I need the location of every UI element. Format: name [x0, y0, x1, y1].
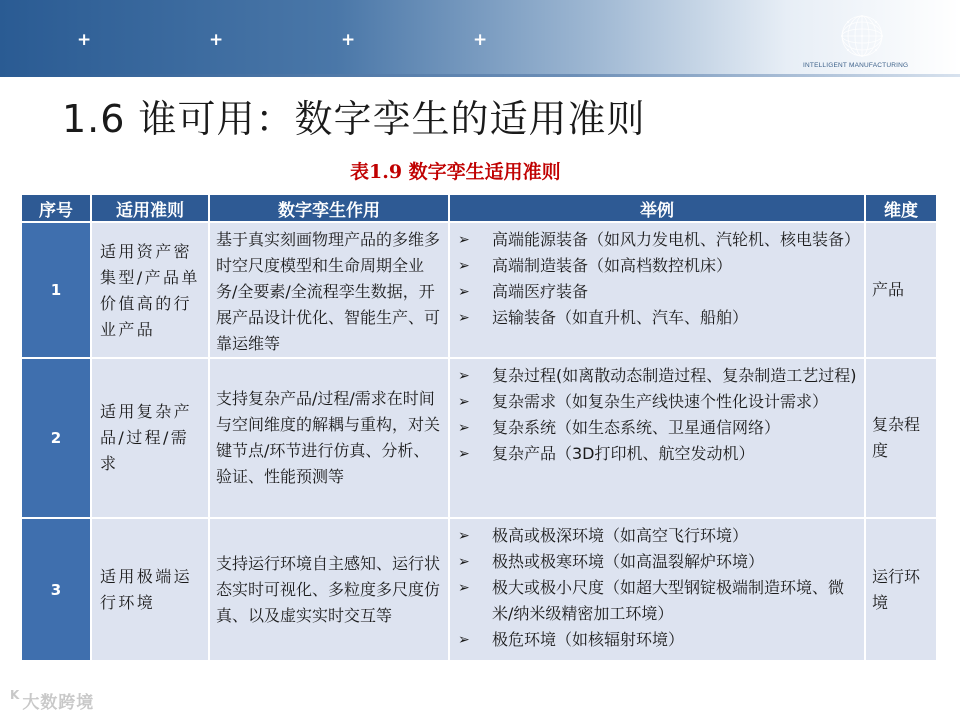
table-caption: 表1.9 数字孪生适用准则 — [350, 161, 561, 183]
plus-decoration-2: + — [209, 30, 224, 50]
example-item: ➢ 高端制造装备（如高档数控机床） — [456, 253, 858, 279]
row-3-role-text: 支持运行环境自主感知、运行状态实时可视化、多粒度多尺度仿真、以及虚实实时交互等 — [216, 553, 441, 625]
row-1-rule: 适用资产密集型/产品单价值高的行业产品 — [92, 223, 210, 359]
example-item: ➢ 复杂过程(如离散动态制造过程、复杂制造工艺过程) — [456, 363, 858, 389]
row-1-role: 基于真实刻画物理产品的多维多时空尺度模型和生命周期全业务/全要素/全流程孪生数据，开展产品设计优化、智能生产、可靠运维等 — [210, 223, 450, 359]
example-item: ➢ 极高或极深环境（如高空飞行环境） — [456, 523, 858, 549]
header-dimension: 维度 — [866, 195, 938, 223]
row-1-dimension: 产品 — [866, 223, 938, 359]
row-2-rule: 适用复杂产品/过程/需求 — [92, 359, 210, 519]
row-3-index: 3 — [22, 519, 92, 662]
watermark — [10, 688, 94, 713]
plus-decoration-3: + — [341, 30, 356, 50]
globe-mesh-icon — [838, 14, 886, 58]
row-2-role-text: 支持复杂产品/过程/需求在时间与空间维度的解耦与重构，对关键节点/环节进行仿真、分析、验证、性能预测等 — [216, 389, 441, 486]
row-2-examples — [450, 359, 866, 519]
row-2-role — [210, 359, 450, 519]
plus-decoration-4: + — [473, 30, 488, 50]
page-title: 1.6 谁可用：数字孪生的适用准则 — [62, 97, 646, 141]
row-3-role — [210, 519, 450, 662]
watermark-text: 大数跨境 — [22, 693, 95, 713]
row-3-rule: 适用极端运行环境 — [92, 519, 210, 662]
example-item: ➢ 极危环境（如核辐射环境） — [456, 627, 858, 653]
row-1-index: 1 — [22, 223, 92, 359]
example-item: ➢ 复杂产品（3D打印机、航空发动机） — [456, 441, 858, 467]
row-2-dimension: 复杂程度 — [866, 359, 938, 519]
criteria-table — [22, 195, 938, 662]
header-rule: 适用准则 — [92, 195, 210, 223]
banner-divider — [0, 74, 960, 77]
logo-text: INTELLIGENT MANUFACTURING — [803, 62, 909, 69]
example-item: ➢ 极大或极小尺度（如超大型钢锭极端制造环境、微米/纳米级精密加工环境） — [456, 575, 858, 627]
example-item: ➢ 运输装备（如直升机、汽车、船舶） — [456, 305, 858, 331]
example-item: ➢ 复杂系统（如生态系统、卫星通信网络） — [456, 415, 858, 441]
header-index: 序号 — [22, 195, 92, 223]
example-item: ➢ 高端能源装备（如风力发电机、汽轮机、核电装备） — [456, 227, 858, 253]
row-3-dimension: 运行环境 — [866, 519, 938, 662]
plus-decoration-1: + — [77, 30, 92, 50]
example-item: ➢ 复杂需求（如复杂生产线快速个性化设计需求） — [456, 389, 858, 415]
header-role: 数字孪生作用 — [210, 195, 450, 223]
header-examples: 举例 — [450, 195, 866, 223]
watermark-logo-icon: K — [10, 688, 21, 702]
example-item: ➢ 高端医疗装备 — [456, 279, 858, 305]
example-item: ➢ 极热或极寒环境（如高温裂解炉环境） — [456, 549, 858, 575]
row-2-index: 2 — [22, 359, 92, 519]
row-1-examples — [450, 223, 866, 359]
row-3-examples — [450, 519, 866, 662]
